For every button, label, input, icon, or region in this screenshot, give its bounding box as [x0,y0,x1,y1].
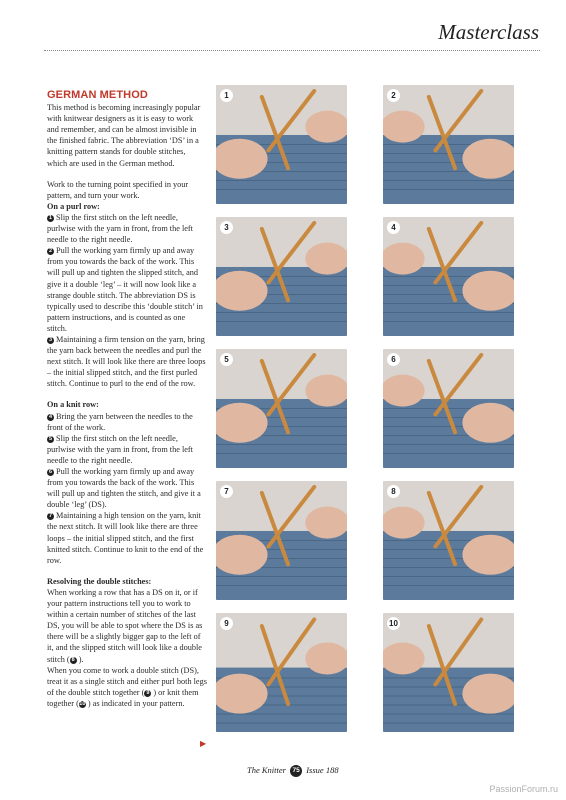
text-run: ) or knit them together ( [47,687,199,708]
page-title: Masterclass [438,20,539,44]
text-run: ) as indicated in your pattern. [87,698,185,708]
watermark: PassionForum.ru [489,784,558,794]
step-photo [216,613,347,732]
photo-number-badge: 9 [220,617,233,630]
step-text: Maintaining a firm tension on the yarn, bring the yarn back between the needles and purl the next stitch. It will look like there are three loops – the initial slipped stitch, and the first purled stitch. Continue to purl to the end of the row. [47,334,206,389]
photo-number-badge: 5 [220,353,233,366]
text-run: ). [78,654,84,664]
article-column [47,90,207,709]
knitting-photo-illustration [383,349,514,468]
text-run: When working a row that has a DS on it, or if your pattern instructions tell you to work to within a certain number of stitches of the last DS, you will be able to spot where the DS is as there will be a slightly bigger gap to the left of it, and the slipped stitch will look like a double stitch ( [47,587,203,664]
step-photo [383,481,514,600]
knit-step [47,411,207,433]
step-number-badge: 8 [71,656,75,663]
step-photo [216,349,347,468]
step-number-badge: 3 [48,336,53,343]
step-number-badge: 1 [48,214,53,221]
photo-number-badge: 2 [387,89,400,102]
photo-number-badge: 10 [387,617,400,630]
knit-row-heading: On a knit row: [47,400,99,410]
purl-row-heading: On a purl row: [47,201,100,211]
photo-number-badge: 3 [220,221,233,234]
knitting-photo-illustration [216,349,347,468]
step-photo [216,85,347,204]
continue-arrow-icon: ▶ [200,739,207,748]
photo-number-badge: 7 [220,485,233,498]
step-number-badge: 4 [48,413,53,420]
step-photo [383,85,514,204]
step-number-badge: 2 [48,248,53,255]
knitting-photo-illustration [383,217,514,336]
text-run: When you come to work a double stitch (DS), treat it as a single stitch and either purl both legs of the double stitch together ( [47,665,207,697]
photo-number-badge: 6 [387,353,400,366]
knitting-photo-illustration [216,217,347,336]
step-text: Bring the yarn between the needles to the front of the work. [47,411,193,432]
page-footer [247,765,339,777]
resolve-paragraph-1 [47,587,207,665]
step-photo [383,613,514,732]
step-number-badge: 6 [48,469,53,475]
purl-step [47,334,207,389]
resolve-heading: Resolving the double stitches: [47,576,152,586]
intro-paragraph: This method is becoming increasingly popular with knitwear designers as it is easy to work and remember, and can be almost invisible in the finished fabric. The abbreviation ‘DS’ in a knitting pattern stands for double stitches, which are used in the German method. [47,103,201,168]
page-number: 75 [290,765,302,777]
knit-step [47,433,207,466]
section-heading: GERMAN METHOD [47,89,148,101]
knitting-photo-illustration [383,613,514,732]
step-number-badge: 5 [48,435,53,442]
step-number-badge: 10 [79,700,86,707]
knitting-photo-illustration [216,481,347,600]
step-text: Maintaining a high tension on the yarn, knit the next stitch. It will look like there are three loops – the initial slipped stitch, and the first knitted stitch. Continue to knit to the end of the row. [47,511,204,565]
step-text: Slip the first stitch on the left needle, purlwise with the yarn in front, from the left needle to the right needle. [47,212,193,245]
knit-step [47,466,207,510]
knitting-photo-illustration [216,85,347,204]
photo-number-badge: 1 [220,89,233,102]
issue-number: Issue 188 [306,765,339,775]
step-photo [383,349,514,468]
knitting-photo-illustration [216,613,347,732]
photo-number-badge: 4 [387,221,400,234]
step-number-badge: 7 [48,513,53,520]
step-photo [216,481,347,600]
magazine-name: The Knitter [247,765,286,775]
header-divider [44,50,540,51]
purl-step [47,245,207,334]
photo-number-badge: 8 [387,485,400,498]
step-text: Pull the working yarn firmly up and away from you towards the back of the work. This will pull up and tighten the slipped stitch, and give it a double ‘leg’ – it will now look like a strange double stitch. The abbreviation DS is typically used to describe this ‘double stitch’ in pattern instructions, and is counted as one stitch. [47,246,203,333]
knitting-photo-illustration [383,481,514,600]
setup-paragraph: Work to the turning point specified in your pattern, and turn your work. [47,179,189,200]
step-number-badge: 9 [146,689,150,696]
knit-step [47,510,207,565]
purl-step [47,212,207,245]
knitting-photo-illustration [383,85,514,204]
step-text: Slip the first stitch on the left needle, purlwise with the yarn in front, from the left needle to the right needle. [47,433,193,465]
step-photo [383,217,514,336]
step-text: Pull the working yarn firmly up and away from you towards the back of the work. This will pull up and tighten the stitch, and give it a double ‘leg’ (DS). [47,467,201,510]
step-photo [216,217,347,336]
resolve-paragraph-2 [47,665,207,709]
